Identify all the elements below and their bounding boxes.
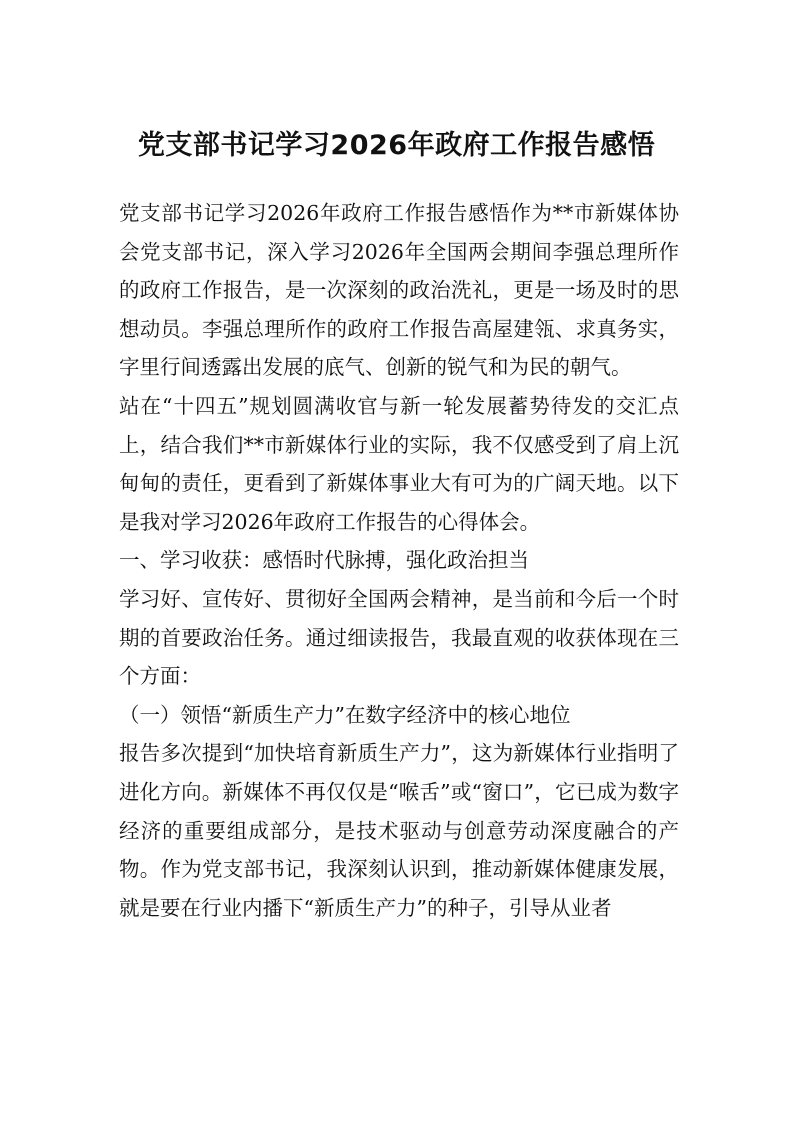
- subsection-heading: （一）领悟“新质生产力”在数字经济中的核心地位: [119, 702, 571, 727]
- intro-paragraph: 党支部书记学习2026年政府工作报告感悟作为**市新媒体协会党支部书记，深入学习2026年全国两会期间李强总理所作的政府工作报告，是一次深刻的政治洗礼，更是一场及时的思想动员。李强总理所作的政府工作报告高屋建瓴、求真务实，字里行间透露出发展的底气、创新的锐气和为民的朝气。: [119, 201, 679, 380]
- subsection-paragraph: 报告多次提到“加快培育新质生产力”，这为新媒体行业指明了进化方向。新媒体不再仅仅是“喉舌”或“窗口”，它已成为数字经济的重要组成部分，是技术驱动与创意劳动深度融合的产物。作为党支部书记，我深刻认识到，推动新媒体健康发展，就是要在行业内播下“新质生产力”的种子，引导从业者: [119, 741, 679, 920]
- section-heading: 一、学习收获：感悟时代脉搏，强化政治担当: [119, 548, 529, 573]
- context-paragraph: 站在“十四五”规划圆满收官与新一轮发展蓄势待发的交汇点上，结合我们**市新媒体行业的实际，我不仅感受到了肩上沉甸甸的责任，更看到了新媒体事业大有可为的广阔天地。以下是我对学习2026年政府工作报告的心得体会。: [119, 393, 679, 534]
- document-title: 党支部书记学习2026年政府工作报告感悟: [137, 130, 656, 161]
- document-body: [119, 194, 679, 927]
- section-paragraph: 学习好、宣传好、贯彻好全国两会精神，是当前和今后一个时期的首要政治任务。通过细读报告，我最直观的收获体现在三个方面：: [119, 586, 679, 689]
